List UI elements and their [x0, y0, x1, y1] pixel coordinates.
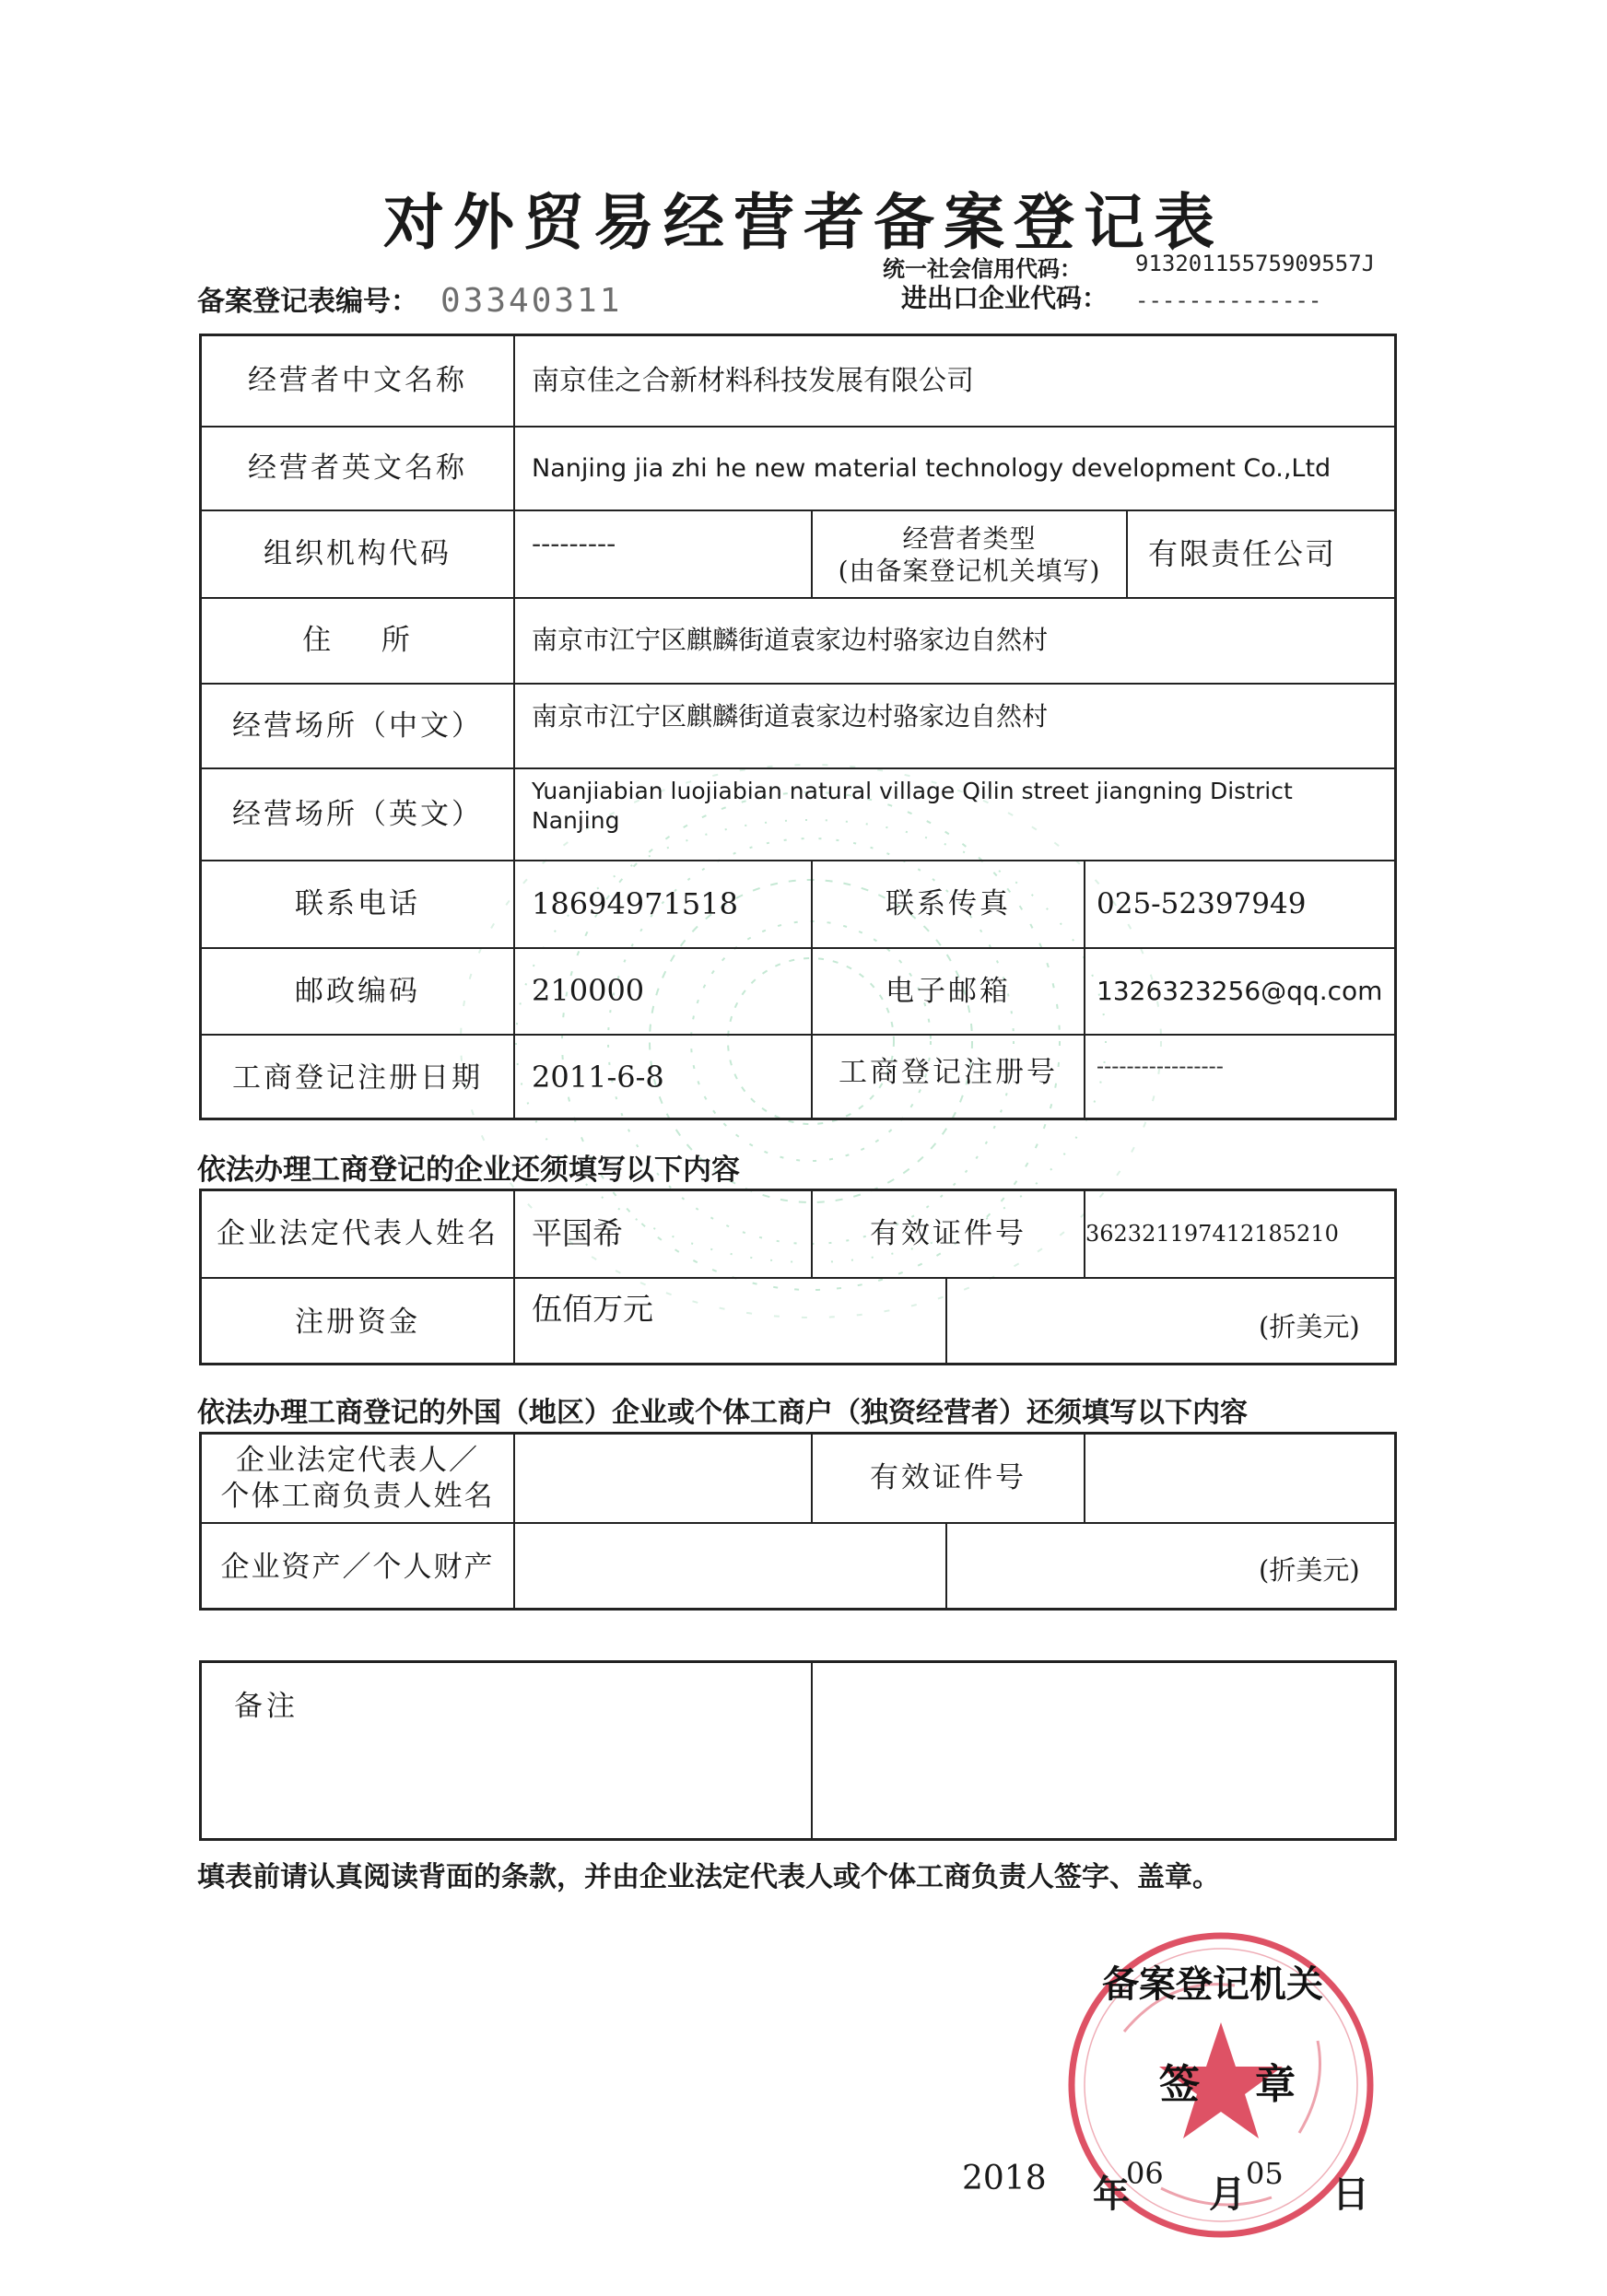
fax-label: 联系传真 — [886, 887, 1011, 921]
en-name-value: Nanjing jia zhi he new material technology development Co.,Ltd — [532, 453, 1331, 483]
operator-type-label-line1: 经营者类型 — [902, 522, 1037, 554]
reg-no-value: ----------------- — [1097, 1053, 1224, 1080]
capital-label: 注册资金 — [295, 1305, 420, 1339]
remarks-label: 备注 — [234, 1690, 299, 1723]
operator-type-value: 有限责任公司 — [1148, 535, 1337, 571]
place-cn-value: 南京市江宁区麒麟街道袁家边村骆家边自然村 — [532, 700, 1049, 732]
org-code-label: 组织机构代码 — [264, 537, 452, 571]
instruction-text: 填表前请认真阅读背面的条款，并由企业法定代表人或个体工商负责人签字、盖章。 — [197, 1861, 1220, 1893]
serial-label: 备案登记表编号： — [197, 286, 418, 318]
fax-value: 025-52397949 — [1097, 887, 1307, 921]
sign-label: 签章 — [1159, 2061, 1351, 2108]
credit-code-value: 91320115575909557J — [1135, 251, 1376, 276]
foreign-rep-label — [202, 1435, 513, 1522]
date-month-char: 月 — [1209, 2173, 1246, 2216]
date-year-char: 年 — [1093, 2173, 1130, 2216]
foreign-assets-label: 企业资产／个人财产 — [220, 1550, 495, 1584]
date-year: 2018 — [962, 2160, 1047, 2197]
operator-type-label-line2: (由备案登记机关填写) — [838, 555, 1101, 586]
reg-date-value: 2011-6-8 — [532, 1060, 664, 1095]
legal-rep-value: 平国希 — [532, 1215, 623, 1252]
foreign-rep-label-line1: 企业法定代表人／ — [236, 1443, 479, 1477]
en-name-label: 经营者英文名称 — [248, 451, 467, 486]
ie-code-label: 进出口企业代码： — [901, 283, 1108, 313]
place-cn-label: 经营场所（中文） — [232, 709, 483, 743]
document-title: 对外贸易经营者备案登记表 — [383, 187, 1224, 258]
foreign-usd-note: (折美元) — [1259, 1554, 1360, 1586]
capital-value: 伍佰万元 — [532, 1290, 653, 1327]
email-label: 电子邮箱 — [886, 974, 1011, 1008]
credit-code-label: 统一社会信用代码： — [883, 256, 1082, 282]
place-en-label: 经营场所（英文） — [232, 797, 483, 831]
email-value: 1326323256@qq.com — [1097, 975, 1383, 1006]
phone-value: 18694971518 — [532, 885, 738, 921]
reg-no-label: 工商登记注册号 — [839, 1055, 1058, 1089]
place-en-value — [515, 769, 1395, 843]
cn-name-label: 经营者中文名称 — [248, 364, 467, 398]
place-en-value-line1: Yuanjiabian luojiabian natural village Qilin street jiangning District — [532, 777, 1293, 804]
postal-value: 210000 — [532, 973, 645, 1009]
enterprise-id-label: 有效证件号 — [870, 1217, 1026, 1251]
date-day: 05 — [1246, 2156, 1284, 2191]
address-value: 南京市江宁区麒麟街道袁家边村骆家边自然村 — [532, 625, 1049, 656]
date-day-char: 日 — [1332, 2173, 1369, 2216]
operator-type-label — [813, 511, 1126, 597]
legal-rep-label: 企业法定代表人姓名 — [217, 1217, 499, 1251]
cn-name-value: 南京佳之合新材料科技发展有限公司 — [532, 365, 974, 397]
ie-code-value: -------------- — [1135, 287, 1322, 313]
remarks-table — [199, 1660, 1397, 1841]
postal-label: 邮政编码 — [295, 974, 420, 1008]
foreign-id-label: 有效证件号 — [870, 1461, 1026, 1495]
org-code-value: --------- — [532, 527, 616, 560]
capital-usd-note: (折美元) — [1259, 1311, 1360, 1342]
reg-date-label: 工商登记注册日期 — [232, 1060, 483, 1095]
place-en-value-line2: Nanjing — [532, 807, 620, 834]
authority-label: 备案登记机关 — [1102, 1963, 1323, 2006]
date-month: 06 — [1126, 2156, 1164, 2191]
foreign-section-heading: 依法办理工商登记的外国（地区）企业或个体工商户（独资经营者）还须填写以下内容 — [197, 1397, 1248, 1429]
foreign-rep-label-line2: 个体工商负责人姓名 — [220, 1479, 495, 1513]
enterprise-section-heading: 依法办理工商登记的企业还须填写以下内容 — [197, 1154, 740, 1187]
phone-label: 联系电话 — [295, 887, 420, 921]
enterprise-id-value: 362321197412185210 — [1085, 1220, 1339, 1247]
address-label: 住 所 — [302, 624, 413, 658]
serial-value: 03340311 — [440, 282, 623, 320]
